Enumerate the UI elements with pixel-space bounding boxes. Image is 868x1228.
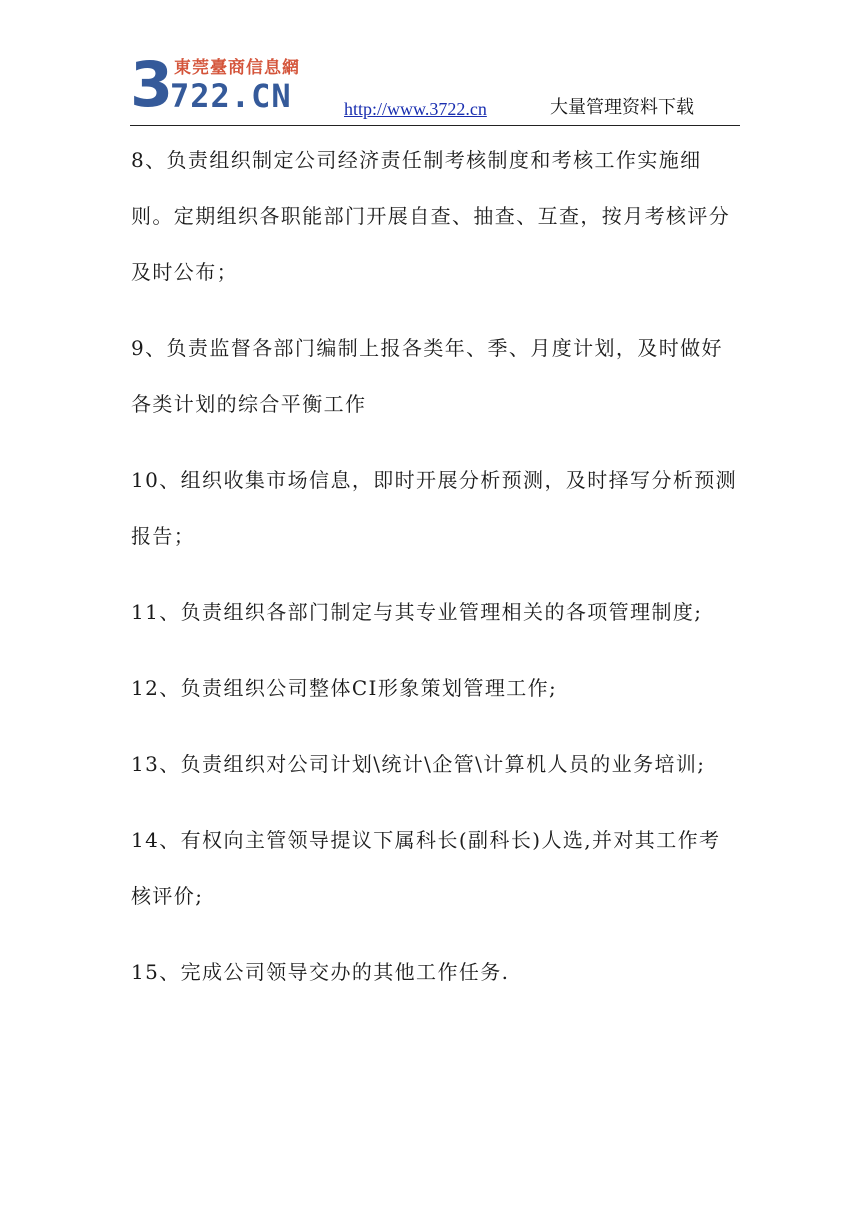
duty-item-13: 13、负责组织对公司计划\统计\企管\计算机人员的业务培训; — [131, 752, 706, 776]
page-header — [130, 48, 740, 126]
duty-item-12: 12、负责组织公司整体CI形象策划管理工作; — [131, 676, 558, 700]
logo-chinese-name: 東莞臺商信息網 — [174, 58, 300, 78]
duty-item-14: 14、有权向主管领导提议下属科长(副科长)人选,并对其工作考核评价; — [131, 828, 721, 908]
site-logo[interactable] — [130, 48, 310, 122]
duty-item-15: 15、完成公司领导交办的其他工作任务. — [131, 960, 510, 984]
header-slogan: 大量管理资料下载 — [550, 97, 694, 118]
duty-item-10: 10、组织收集市场信息，即时开展分析预测，及时择写分析预测报告； — [131, 468, 738, 548]
duty-item-8: 8、负责组织制定公司经济责任制考核制度和考核工作实施细则。定期组织各职能部门开展自查、抽查、互查，按月考核评分及时公布； — [131, 148, 731, 284]
logo-digit: 3 — [130, 48, 172, 121]
logo-domain: 722.CN — [170, 77, 292, 115]
header-divider — [130, 125, 740, 126]
document-body — [131, 132, 741, 1020]
duty-item-9: 9、负责监督各部门编制上报各类年、季、月度计划，及时做好各类计划的综合平衡工作 — [131, 336, 723, 416]
duty-item-11: 11、负责组织各部门制定与其专业管理相关的各项管理制度; — [131, 600, 703, 624]
site-url-link[interactable]: http://www.3722.cn — [344, 99, 487, 119]
